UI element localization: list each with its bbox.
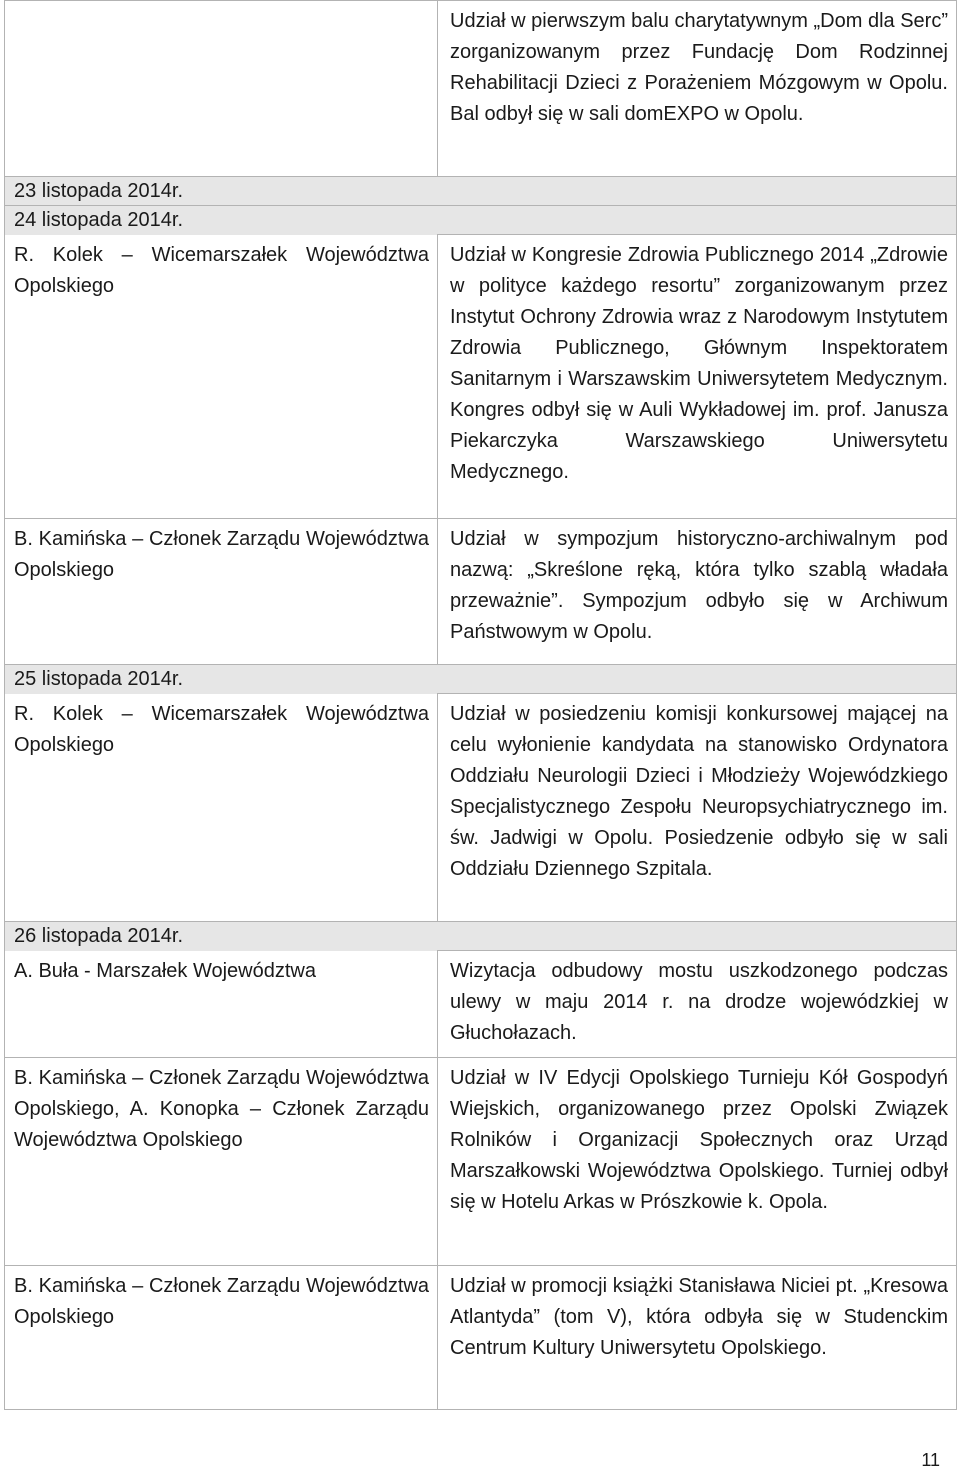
date-row bbox=[5, 922, 957, 951]
table-row bbox=[5, 1, 957, 177]
event-description-cell: Udział w posiedzeniu komisji konkursowej mającej na celu wyłonienie kandydata na stanowisko Ordynatora Oddziału Neurologii Dzieci i Młodzieży Wojewódzkiego Specjalistycznego Zespołu Neuropsychiatrycznego im. św. Jadwigi w Opolu. Posiedzenie odbyło się w sali Oddziału Dziennego Szpitala. bbox=[438, 694, 957, 922]
participant-cell bbox=[5, 1, 438, 177]
table-row bbox=[5, 1266, 957, 1410]
participant-cell: B. Kamińska – Członek Zarządu Województwa Opolskiego bbox=[5, 1266, 438, 1410]
date-row bbox=[5, 177, 957, 206]
date-row bbox=[5, 206, 957, 235]
table-row bbox=[5, 951, 957, 1058]
table-row bbox=[5, 235, 957, 519]
event-description-cell: Udział w pierwszym balu charytatywnym „Dom dla Serc” zorganizowanym przez Fundację Dom Rodzinnej Rehabilitacji Dzieci z Porażeniem Mózgowym w Opolu. Bal odbył się w sali domEXPO w Opolu. bbox=[438, 1, 957, 177]
participant-cell: B. Kamińska – Członek Zarządu Województwa Opolskiego bbox=[5, 519, 438, 665]
event-description-cell: Udział w sympozjum historyczno-archiwalnym pod nazwą: „Skreślone ręką, która tylko szablą władała przeważnie”. Sympozjum odbyło się w Archiwum Państwowym w Opolu. bbox=[438, 519, 957, 665]
event-description-cell: Udział w Kongresie Zdrowia Publicznego 2014 „Zdrowie w polityce każdego resortu” zorganizowanym przez Instytut Ochrony Zdrowia wraz z Narodowym Instytutem Zdrowia Publicznego, Głównym Inspektoratem Sanitarnym i Warszawskim Uniwersytetem Medycznym. Kongres odbył się w Auli Wykładowej im. prof. Janusza Piekarczyka Warszawskiego Uniwersytetu Medycznego. bbox=[438, 235, 957, 519]
activity-table bbox=[4, 0, 957, 1410]
participant-cell: A. Buła - Marszałek Województwa bbox=[5, 951, 438, 1058]
date-heading: 26 listopada 2014r. bbox=[5, 922, 957, 951]
date-heading: 24 listopada 2014r. bbox=[5, 206, 957, 235]
table-row bbox=[5, 694, 957, 922]
participant-cell: B. Kamińska – Członek Zarządu Województwa Opolskiego, A. Konopka – Członek Zarządu Województwa Opolskiego bbox=[5, 1058, 438, 1266]
participant-cell: R. Kolek – Wicemarszałek Województwa Opolskiego bbox=[5, 235, 438, 519]
event-description-cell: Wizytacja odbudowy mostu uszkodzonego podczas ulewy w maju 2014 r. na drodze wojewódzkiej w Głuchołazach. bbox=[438, 951, 957, 1058]
table-row bbox=[5, 1058, 957, 1266]
page-number: 11 bbox=[921, 1450, 940, 1470]
participant-cell: R. Kolek – Wicemarszałek Województwa Opolskiego bbox=[5, 694, 438, 922]
event-description-cell: Udział w promocji książki Stanisława Niciei pt. „Kresowa Atlantyda” (tom V), która odbyła się w Studenckim Centrum Kultury Uniwersytetu Opolskiego. bbox=[438, 1266, 957, 1410]
date-row bbox=[5, 665, 957, 694]
date-heading: 23 listopada 2014r. bbox=[5, 177, 957, 206]
event-description-cell: Udział w IV Edycji Opolskiego Turnieju Kół Gospodyń Wiejskich, organizowanego przez Opolski Związek Rolników i Organizacji Społecznych oraz Urząd Marszałkowski Województwa Opolskiego. Turniej odbył się w Hotelu Arkas w Prószkowie k. Opola. bbox=[438, 1058, 957, 1266]
date-heading: 25 listopada 2014r. bbox=[5, 665, 957, 694]
table-row bbox=[5, 519, 957, 665]
